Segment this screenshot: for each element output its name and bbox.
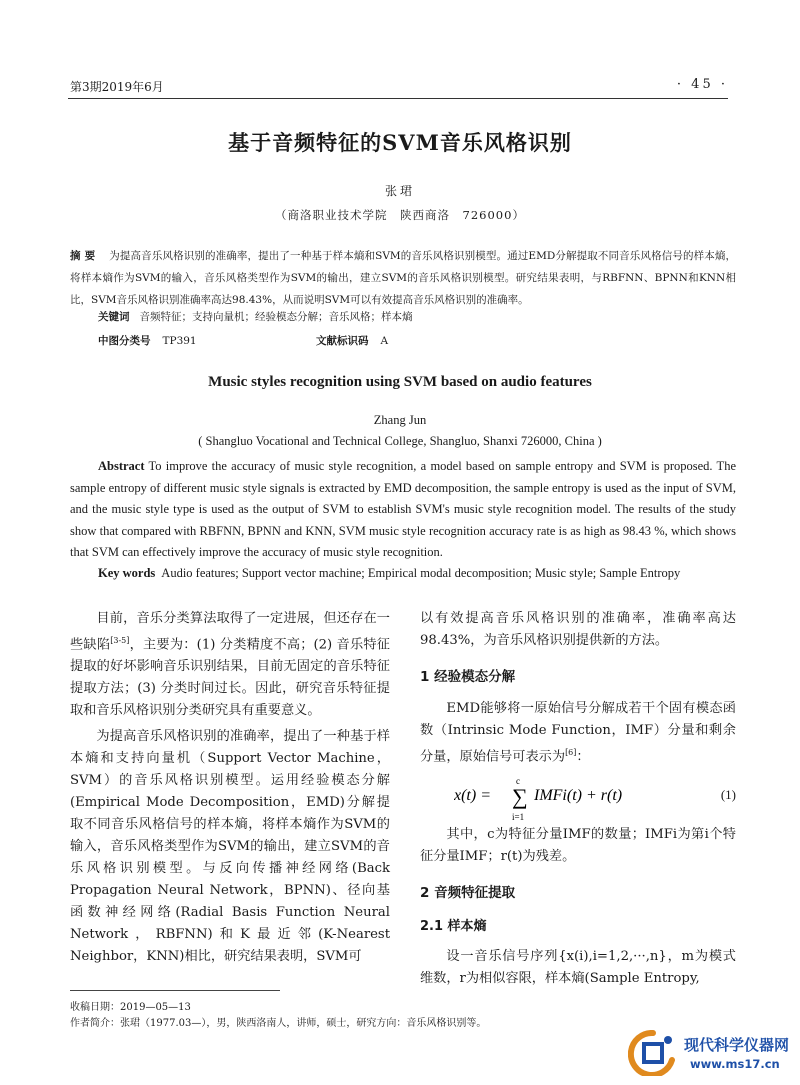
body-left-column — [70, 608, 390, 968]
equation-formula — [454, 774, 714, 828]
paragraph-text: ，主要为：(1) 分类精度不高；(2) 音乐特征提取的好坏影响音乐识别结果，目前无固定的音乐特征提取方法；(3) 分类时间过长。因此，研究音乐特征提取和音乐风格识别分类研究具有重要意义。 — [70, 637, 390, 719]
sum-upper-limit: c — [516, 776, 520, 787]
paragraph: 为提高音乐风格识别的准确率，提出了一种基于样本熵和支持向量机（Support Vector Machine，SVM）的音乐风格识别模型。运用经验模态分解(Empirical Mode Decomposition，EMD)分解提取不同音乐风格信号的样本熵，将样本熵作为SVM的输入，音乐风格类型作为SVM的输出，建立SVM的音乐风格识别模型。与反向传播神经网络(Back Propagation Neural Network，BPNN)、径向基函数神经网络(Radial Basis Function Neural Network，RBFNN)和K最近邻(K-Nearest Neighbor，KNN)相比，研究结果表明，SVM可 — [70, 729, 390, 965]
abstract-en-label: Abstract — [98, 459, 145, 473]
paragraph: 设一音乐信号序列{x(i),i=1,2,···,n}，m为模式维数，r为相似容限，样本熵(Sample Entropy, — [420, 949, 736, 987]
keywords-cn-label: 关键词 — [98, 311, 130, 323]
body-right-column — [420, 608, 736, 990]
page-number: · 45 · — [676, 77, 728, 92]
paragraph — [420, 698, 736, 768]
issue-info: 第3期2019年6月 — [70, 80, 164, 94]
equation-1 — [420, 768, 736, 824]
watermark-url[interactable]: www.ms17.cn — [690, 1057, 780, 1071]
footnote-author-bio: 作者简介：张珺（1977.03—），男，陕西洛南人，讲师，硕士，研究方向：音乐风格识别等。 — [70, 1018, 487, 1029]
paragraph-text: EMD能够将一原始信号分解成若干个固有模态函数（Intrinsic Mode Function，IMF）分量和剩余分量，原始信号可表示为 — [420, 701, 736, 765]
english-affiliation: ( Shangluo Vocational and Technical College, Shangluo, Shanxi 726000, China ) — [198, 434, 602, 448]
header-rule — [68, 98, 728, 99]
paragraph-text: 目前，音乐分类算法取得了一定进展，但还存在一些缺陷 — [70, 611, 390, 653]
section-heading-1: 1 经验模态分解 — [420, 669, 516, 685]
author-affiliation: （商洛职业技术学院 陕西商洛 726000） — [275, 208, 525, 222]
citation: [6] — [565, 748, 577, 757]
abstract-cn-text: 为提高音乐风格识别的准确率，提出了一种基于样本熵和SVM的音乐风格识别模型。通过EMD分解提取不同音乐风格信号的样本熵，将样本熵作为SVM的输入，音乐风格类型作为SVM的输出，建立SVM的音乐风格识别模型。研究结果表明，与RBFNN、BPNN和KNN相比，SVM音乐风格识别准确率高达98.43%，从而说明SVM可以有效提高音乐风格识别的准确率。 — [70, 250, 737, 306]
doc-code — [316, 333, 388, 348]
footnote-rule — [70, 990, 280, 991]
paragraph: 以有效提高音乐风格识别的准确率，准确率高达98.43%，为音乐风格识别提供新的方法。 — [420, 611, 736, 648]
keywords-en-text: Audio features; Support vector machine; Empirical modal decomposition; Music style; Sample Entropy — [161, 566, 681, 580]
sum-lower-limit: i=1 — [512, 812, 525, 823]
doc-code-label: 文献标识码 — [316, 335, 369, 347]
paragraph-text: ： — [576, 749, 590, 765]
keywords-en — [98, 566, 680, 581]
subsection-heading-2-1: 2.1 样本熵 — [420, 919, 487, 935]
citation: [3-5] — [110, 636, 130, 645]
footnote-received: 收稿日期：2019—05—13 — [70, 1002, 191, 1013]
classification-row — [98, 333, 698, 348]
abstract-cn — [70, 245, 736, 311]
equation-number: (1) — [720, 787, 736, 803]
paper-title: 基于音频特征的SVM音乐风格识别 — [228, 130, 572, 155]
paragraph — [70, 608, 390, 722]
doc-code-value: A — [380, 335, 389, 347]
watermark-site-name: 现代科学仪器网 — [684, 1036, 790, 1054]
english-author: Zhang Jun — [373, 413, 427, 427]
keywords-cn — [98, 309, 413, 324]
watermark-logo-icon — [628, 1030, 678, 1076]
section-heading-2: 2 音频特征提取 — [420, 885, 516, 902]
paragraph: 其中，c为特征分量IMF的数量；IMFi为第i个特征分量IMF；r(t)为残差。 — [420, 827, 736, 865]
keywords-cn-text: 音频特征；支持向量机；经验模态分解；音乐风格；样本熵 — [139, 311, 413, 323]
abstract-cn-label: 摘要 — [70, 250, 100, 262]
author-name: 张珺 — [384, 184, 415, 198]
sigma-symbol: ∑ — [512, 784, 528, 810]
equation-rhs: IMFi(t) + r(t) — [534, 787, 623, 805]
english-title: Music styles recognition using SVM based on audio features — [208, 374, 592, 390]
equation-lhs: x(t) = — [454, 787, 491, 805]
abstract-en-text: To improve the accuracy of music style recognition, a model based on sample entropy and SVM is proposed. The sample entropy of different music style signals is extracted by EMD decomposition, the sample entropy is used as the input of SVM, and the music style type is used as the output of SVM to establish SVM's music style recognition model. The results of the study show that compared with RBFNN, BPNN and KNN, SVM music style recognition accuracy rate is as high as 98.43 %, which shows that SVM can effectively improve the accuracy of music style recognition. — [70, 459, 736, 559]
keywords-en-label: Key words — [98, 566, 156, 580]
clc-label: 中图分类号 — [98, 335, 151, 347]
clc-value: TP391 — [162, 335, 197, 347]
abstract-en — [70, 456, 736, 564]
